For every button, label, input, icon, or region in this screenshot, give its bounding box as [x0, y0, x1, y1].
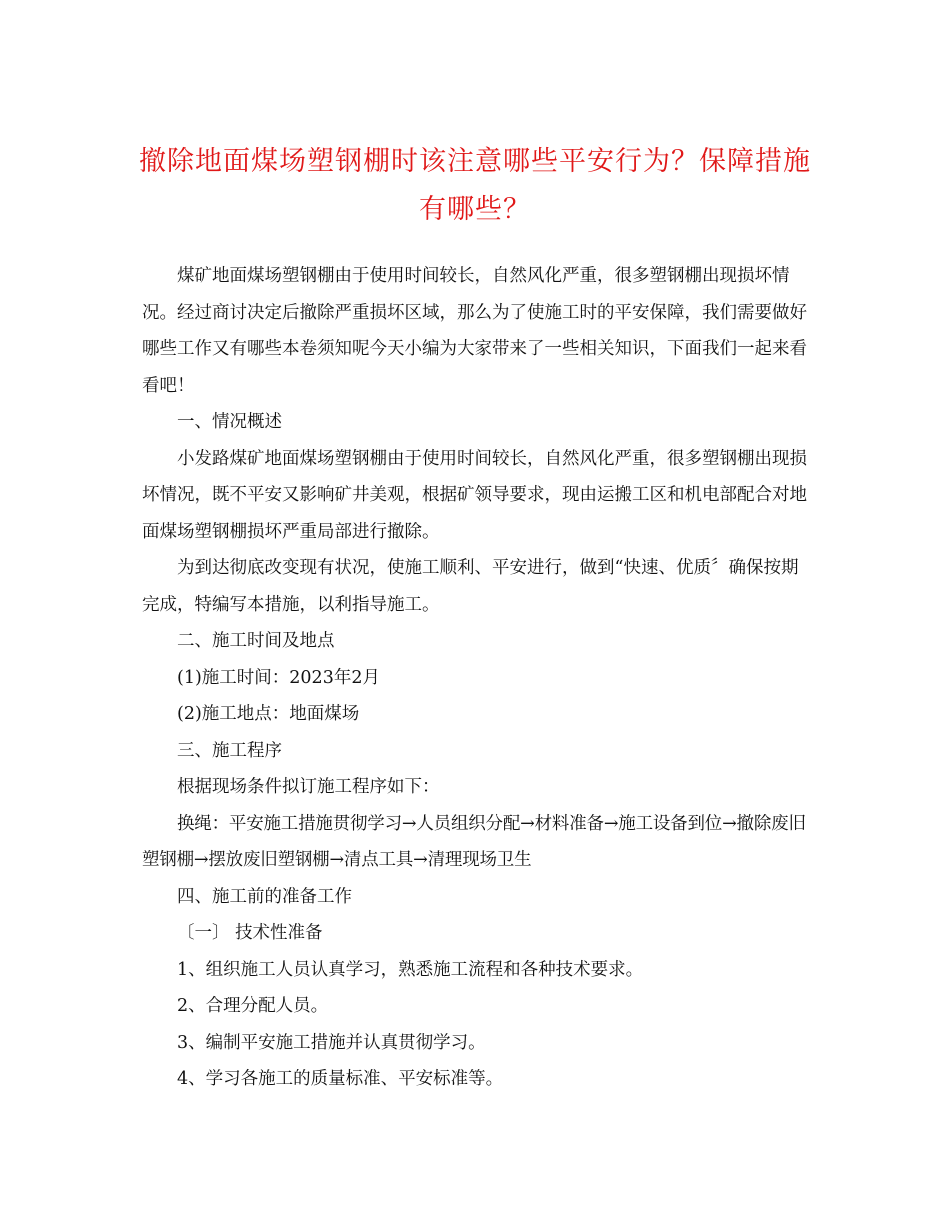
procedure-steps: 换绳：平安施工措施贯彻学习→人员组织分配→材料准备→施工设备到位→撤除废旧塑钢棚→摆放废旧塑钢棚→清点工具→清理现场卫生: [142, 813, 806, 870]
section-heading-procedure: 三、施工程序: [177, 740, 282, 761]
procedure-intro: 根据现场条件拟订施工程序如下：: [177, 777, 440, 797]
section-heading-overview: 一、情况概述: [177, 412, 282, 432]
document-body: [142, 258, 808, 1098]
section-heading-preparation: 四、施工前的准备工作: [177, 886, 352, 907]
preparation-item-2: 2、合理分配人员。: [177, 996, 329, 1016]
subsection-heading-technical: 〔一〕 技术性准备: [177, 923, 323, 943]
intro-paragraph: 煤矿地面煤场塑钢棚由于使用时间较长，自然风化严重，很多塑钢棚出现损坏情况。经过商讨决定后撤除严重损坏区域，那么为了使施工时的平安保障，我们需要做好哪些工作又有哪些本卷须知呢今天小编为大家带来了一些相关知识，下面我们一起来看看吧！: [142, 266, 807, 396]
preparation-item-3: 3、编制平安施工措施并认真贯彻学习。: [177, 1032, 486, 1053]
preparation-item-4: 4、学习各施工的质量标准、平安标准等。: [177, 1069, 504, 1089]
document-title: 撤除地面煤场塑钢棚时该注意哪些平安行为？保障措施有哪些？: [139, 146, 811, 225]
section-heading-time-place: 二、施工时间及地点: [177, 631, 335, 651]
construction-time: (1)施工时间：2023年2月: [177, 667, 380, 688]
construction-place: (2)施工地点：地面煤场: [177, 704, 360, 724]
overview-paragraph: 小发路煤矿地面煤场塑钢棚由于使用时间较长，自然风化严重，很多塑钢棚出现损坏情况，既不平安又影响矿井美观，根据矿领导要求，现由运搬工区和机电部配合对地面煤场塑钢棚损坏严重局部进行撤除。: [142, 448, 807, 542]
goal-paragraph: 为到达彻底改变现有状况，使施工顺利、平安进行，做到“快速、优质〞确保按期完成，特编写本措施，以利指导施工。: [142, 558, 799, 615]
preparation-item-1: 1、组织施工人员认真学习，熟悉施工流程和各种技术要求。: [177, 959, 644, 980]
